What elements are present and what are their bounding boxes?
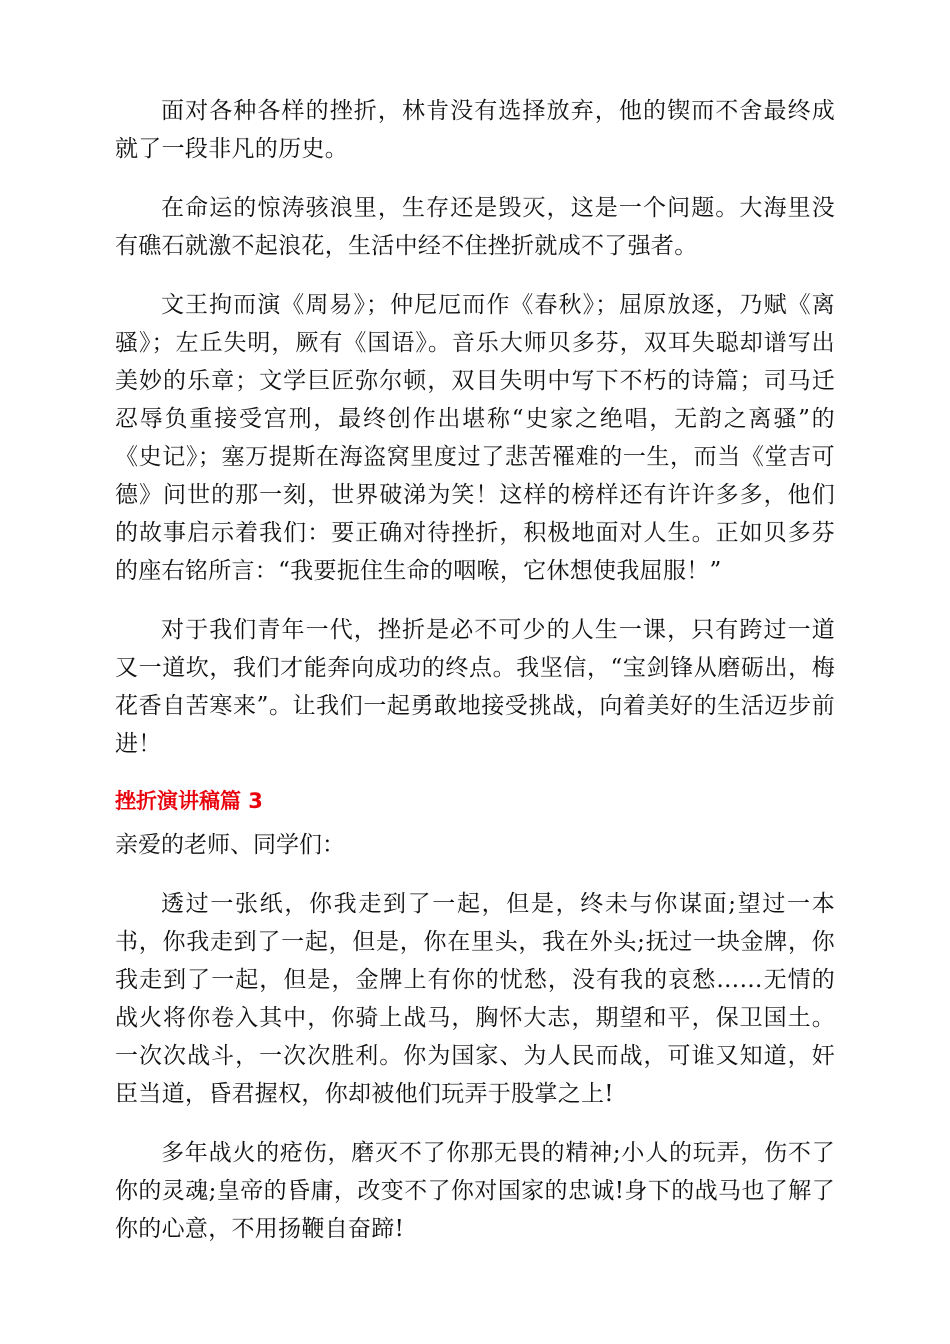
document-page: [115, 92, 835, 1269]
paragraph-paper-book-medal: 透过一张纸，你我走到了一起，但是，终未与你谋面;望过一本书，你我走到了一起，但是，你在里头，我在外头;抚过一块金牌，你我走到了一起，但是，金牌上有你的忧愁，没有我的哀愁……无情的战火将你卷入其中，你骑上战马，胸怀大志，期望和平，保卫国土。一次次战斗，一次次胜利。你为国家、为人民而战，可谁又知道，奸臣当道，昏君握权，你却被他们玩弄于股掌之上!: [115, 891, 835, 1107]
paragraph-youth: 对于我们青年一代，挫折是必不可少的人生一课，只有跨过一道又一道坎，我们才能奔向成功的终点。我坚信，“宝剑锋从磨砺出，梅花香自苦寒来”。让我们一起勇敢地接受挑战，向着美好的生活迈步前进！: [115, 617, 835, 757]
paragraph-destiny: 在命运的惊涛骇浪里，生存还是毁灭，这是一个问题。大海里没有礁石就激不起浪花，生活中经不住挫折就成不了强者。: [115, 195, 835, 259]
paragraph-lincoln: 面对各种各样的挫折，林肯没有选择放弃，他的锲而不舍最终成就了一段非凡的历史。: [115, 98, 835, 162]
salutation: 亲爱的老师、同学们：: [115, 832, 345, 858]
paragraph-examples: 文王拘而演《周易》；仲尼厄而作《春秋》；屈原放逐，乃赋《离骚》；左丘失明，厥有《国语》。音乐大师贝多芬，双耳失聪却谱写出美妙的乐章；文学巨匠弥尔顿，双目失明中写下不朽的诗篇；司马迁忍辱负重接受宫刑，最终创作出堪称“史家之绝唱，无韵之离骚”的《史记》；塞万提斯在海盗窝里度过了悲苦罹难的一生，而当《堂吉可德》问世的那一刻，世界破涕为笑！这样的榜样还有许许多多，他们的故事启示着我们：要正确对待挫折，积极地面对人生。正如贝多芬的座右铭所言：“我要扼住生命的咽喉，它休想使我屈服！”: [115, 292, 835, 584]
paragraph-war-scars: 多年战火的疮伤，磨灭不了你那无畏的精神;小人的玩弄，伤不了你的灵魂;皇帝的昏庸，改变不了你对国家的忠诚!身下的战马也了解了你的心意，不用扬鞭自奋蹄!: [115, 1140, 835, 1242]
section-heading: 挫折演讲稿篇 3: [115, 789, 263, 813]
